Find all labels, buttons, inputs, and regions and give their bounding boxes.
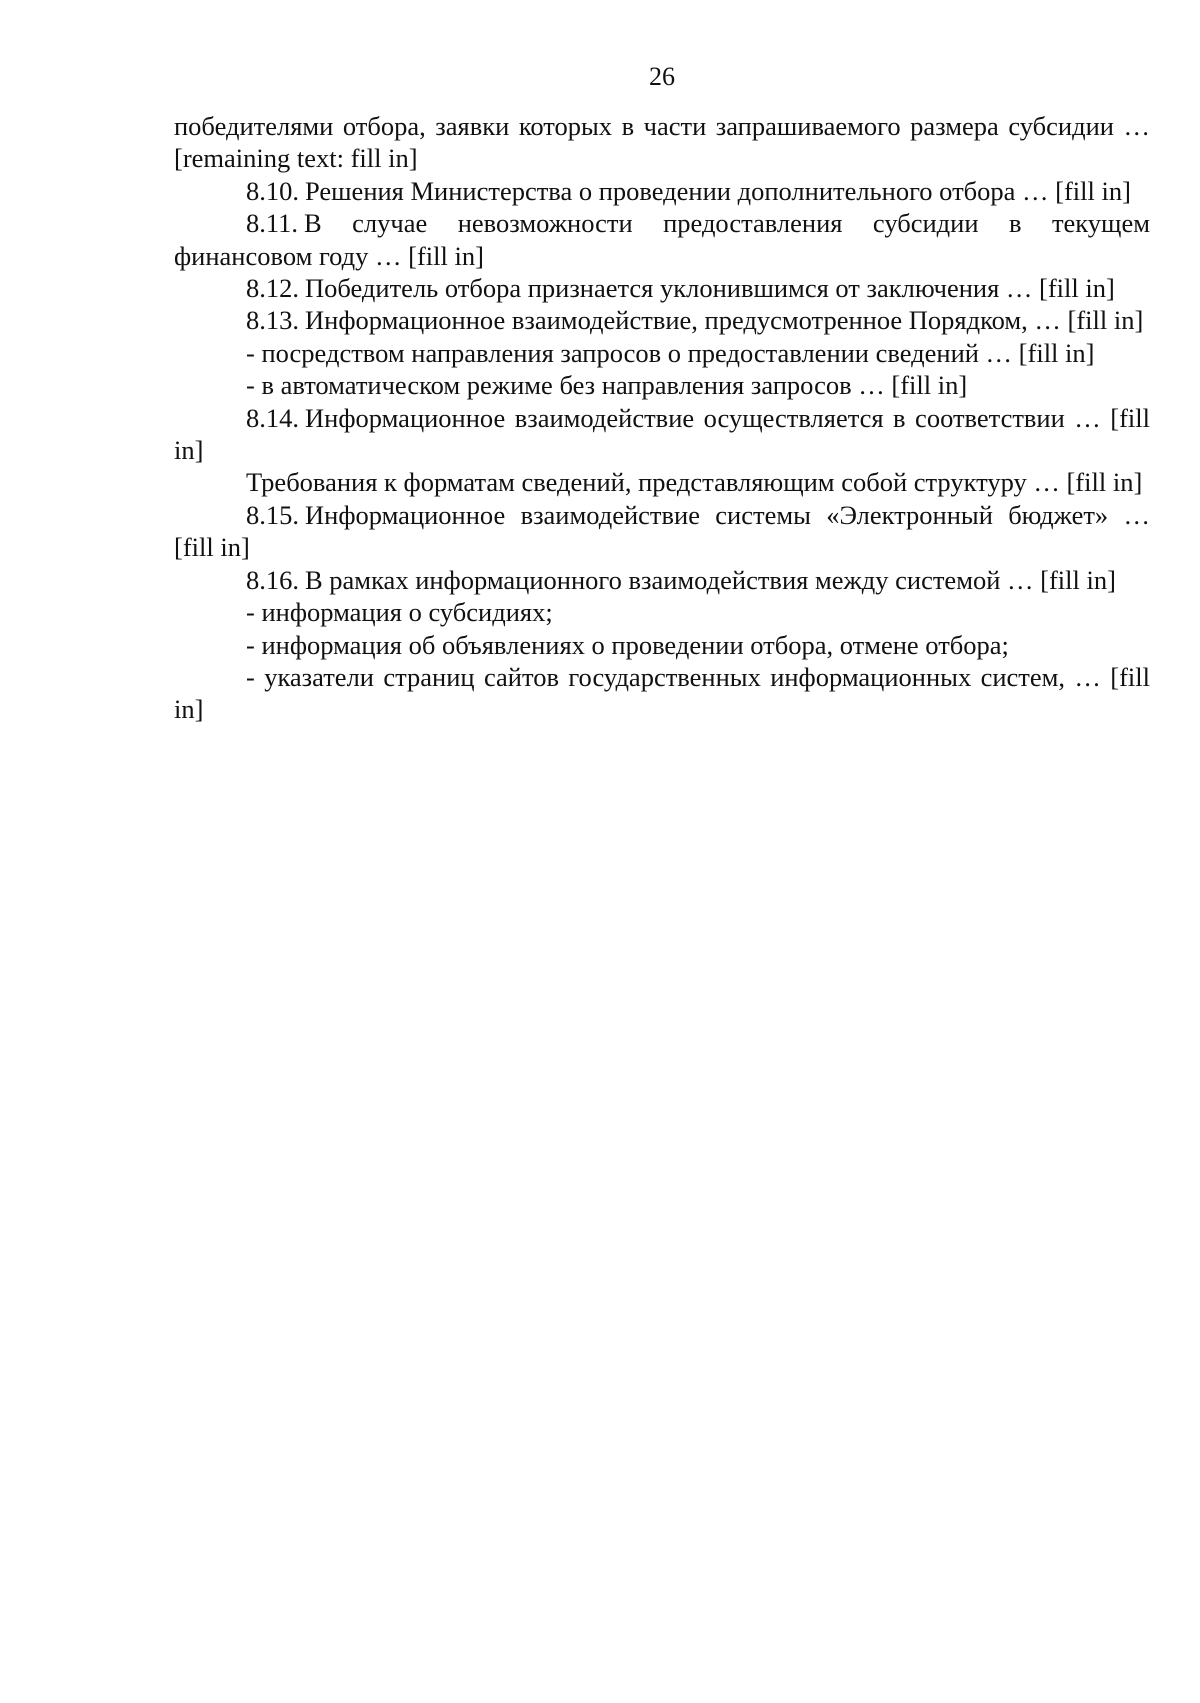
paragraph-p814b [174, 466, 1150, 498]
section-number: 8.13. [246, 305, 299, 336]
paragraph-text: Решения Министерства о проведении дополнительного отбора … [fill in] [305, 175, 1131, 206]
paragraph-p0 [174, 110, 1150, 175]
paragraph-p813a [174, 337, 1150, 369]
document-page [174, 62, 1150, 726]
paragraph-p816c [174, 661, 1150, 726]
paragraph-text: Информационное взаимодействие системы «Электронный бюджет» … [fill in] [174, 499, 1150, 563]
paragraph-text: Информационное взаимодействие, предусмотренное Порядком, … [fill in] [305, 305, 1144, 336]
paragraph-p814 [174, 402, 1150, 467]
paragraph-text: - информация об объявлениях о проведении отбора, отмене отбора; [246, 629, 1009, 660]
paragraph-p812 [174, 272, 1150, 304]
paragraph-text: - в автоматическом режиме без направления запросов … [fill in] [246, 370, 968, 401]
section-number: 8.10. [246, 175, 299, 206]
paragraph-p816 [174, 564, 1150, 596]
paragraph-text: - информация о субсидиях; [246, 597, 553, 628]
document-body [174, 110, 1150, 726]
paragraph-p810 [174, 175, 1150, 207]
section-number: 8.14. [246, 402, 299, 433]
paragraph-text: Победитель отбора признается уклонившимся от заключения … [fill in] [305, 273, 1115, 304]
paragraph-p816b [174, 629, 1150, 661]
paragraph-p815 [174, 499, 1150, 564]
paragraph-text: - указатели страниц сайтов государственных информационных систем, … [fill in] [174, 661, 1150, 725]
section-number: 8.15. [246, 499, 299, 530]
paragraph-p813 [174, 304, 1150, 336]
paragraph-p816a [174, 596, 1150, 628]
paragraph-p811 [174, 207, 1150, 272]
paragraph-text: - посредством направления запросов о предоставлении сведений … [fill in] [246, 337, 1095, 368]
paragraph-p813b [174, 369, 1150, 401]
paragraph-text: В случае невозможности предоставления субсидии в текущем финансовом году … [fill in] [174, 208, 1150, 271]
paragraph-text: Требования к форматам сведений, представляющим собой структуру … [fill in] [246, 467, 1143, 498]
paragraph-text: Информационное взаимодействие осуществляется в соответствии … [fill in] [174, 402, 1150, 466]
section-number: 8.12. [246, 273, 299, 304]
section-number: 8.11. [246, 208, 299, 239]
section-number: 8.16. [246, 564, 299, 595]
paragraph-text: победителями отбора, заявки которых в части запрашиваемого размера субсидии … [remaining text: fill in] [174, 111, 1150, 174]
paragraph-text: В рамках информационного взаимодействия между системой … [fill in] [305, 564, 1116, 595]
page-number: 26 [649, 62, 675, 91]
